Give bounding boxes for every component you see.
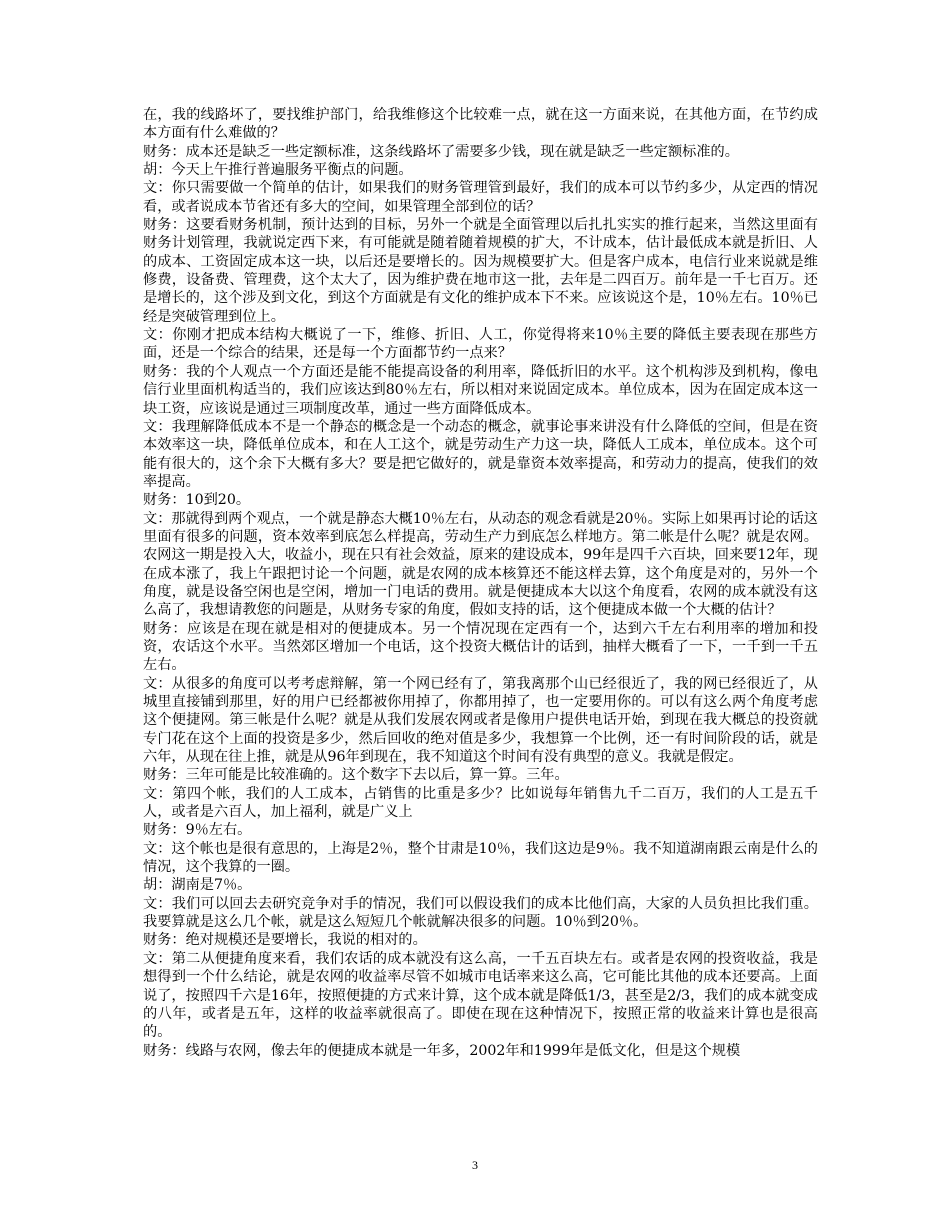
paragraph: 文：第二从便捷角度来看，我们农话的成本就没有这么高，一千五百块左右。或者是农网的投资收益，我是想得到一个什么结论，就是农网的收益率尽管不如城市电话率来这么高，它可能比其他的成本还要高。上面说了，按照四千六是16年，按照便捷的方式来计算，这个成本就是降低1/3，甚至是2/3，我们的成本就变成的八年，或者是五年，这样的收益率就很高了。即使在现在这种情况下，按照正常的收益来计算也是很高的。 bbox=[143, 950, 818, 1041]
paragraph: 财务：线路与农网，像去年的便捷成本就是一年多，2002年和1999年是低文化，但是这个规模 bbox=[143, 1042, 741, 1059]
paragraph: 胡：今天上午推行普遍服务平衡点的问题。 bbox=[143, 162, 413, 179]
paragraph: 财务：应该是在现在就是相对的便捷成本。另一个情况现在定西有一个，达到六千左右利用率的增加和投资，农话这个水平。当然郊区增加一个电话，这个投资大概估计的话到，抽样大概看了一下，一千到一千五左右。 bbox=[143, 620, 818, 674]
paragraph: 财务：成本还是缺乏一些定额标准，这条线路坏了需要多少钱，现在就是缺乏一些定额标准的。 bbox=[143, 143, 739, 160]
paragraph: 财务：三年可能是比较准确的。这个数字下去以后，算一算。三年。 bbox=[143, 767, 569, 784]
paragraph: 文：这个帐也是很有意思的，上海是2％，整个甘肃是10％，我们这边是9％。我不知道湖南跟云南是什么的情况，这个我算的一圈。 bbox=[143, 840, 818, 876]
paragraph: 胡：湖南是7％。 bbox=[143, 877, 252, 894]
body-text bbox=[143, 106, 818, 1060]
paragraph: 在，我的线路坏了，要找维护部门，给我维修这个比较难一点，就在这一方面来说，在其他方面，在节约成本方面有什么难做的？ bbox=[143, 107, 818, 142]
paragraph: 财务：9％左右。 bbox=[143, 822, 252, 839]
paragraph: 文：你只需要做一个简单的估计，如果我们的财务管理管到最好，我们的成本可以节约多少，从定西的情况看，或者说成本节省还有多大的空间，如果管理全部到位的话？ bbox=[143, 180, 818, 215]
page-number: 3 bbox=[472, 1158, 478, 1172]
paragraph: 财务：我的个人观点一个方面还是能不能提高设备的利用率，降低折旧的水平。这个机构涉及到机构，像电信行业里面机构适当的，我们应该达到80％左右，所以相对来说固定成本。单位成本，因为在固定成本这一块工资，应该说是通过三项制度改革，通过一些方面降低成本。 bbox=[143, 363, 818, 417]
paragraph: 文：从很多的角度可以考考虑辩解，第一个网已经有了，第我离那个山已经很近了，我的网已经很近了，从城里直接铺到那里，好的用户已经都被你用掉了，你都用掉了，也一定要用你的。可以有这么两个角度考虑这个便捷网。第三帐是什么呢？就是从我们发展农网或者是像用户提供电话开始，到现在我大概总的投资就专门花在这个上面的投资是多少，然后回收的绝对值是多少，我想算一个比例，还一有时间阶段的话，就是六年，从现在往上推，就是从96年到现在，我不知道这个时间有没有典型的意义。我就是假定。 bbox=[143, 675, 818, 766]
paragraph: 文：那就得到两个观点，一个就是静态大概10％左右，从动态的观念看就是20％。实际上如果再讨论的话这里面有很多的问题，资本效率到底怎么样提高，劳动生产力到底怎么样地方。第二帐是什么呢？就是农网。农网这一期是投入大，收益小，现在只有社会效益，原来的建设成本，99年是四千六百块，回来要12年，现在成本涨了，我上午跟把讨论一个问题，就是农网的成本核算还不能这样去算，这个角度是对的，另外一个角度，就是设备空闲也是空闲，增加一门电话的费用。就是便捷成本大以这个角度看，农网的成本就没有这么高了，我想请教您的问题是，从财务专家的角度，假如支持的话，这个便捷成本做一个大概的估计？ bbox=[143, 510, 818, 619]
paragraph: 文：第四个帐，我们的人工成本，占销售的比重是多少？比如说每年销售九千二百万，我们的人工是五千人，或者是六百人，加上福利，就是广义上 bbox=[143, 785, 818, 821]
paragraph: 财务：绝对规模还是要增长，我说的相对的。 bbox=[143, 932, 427, 949]
paragraph: 文：你刚才把成本结构大概说了一下，维修、折旧、人工，你觉得将来10％主要的降低主要表现在那些方面，还是一个综合的结果，还是每一个方面都节约一点来？ bbox=[143, 327, 818, 362]
paragraph: 财务：10到20。 bbox=[143, 492, 251, 509]
paragraph: 财务：这要看财务机制，预计达到的目标，另外一个就是全面管理以后扎扎实实的推行起来，当然这里面有财务计划管理，我就说定西下来，有可能就是随着随着规模的扩大，不计成本，估计最低成本就是折旧、人的成本、工资固定成本这一块，以后还是要增长的。因为规模要扩大。但是客户成本，电信行业来说就是维修费，设备费、管理费，这个太大了，因为维护费在地市这一批，去年是二四百万。前年是一千七百万。还是增长的，这个涉及到文化，到这个方面就是有文化的维护成本下不来。应该说这个是，10％左右。10％已经是突破管理到位上。 bbox=[143, 217, 818, 325]
paragraph: 文：我们可以回去去研究竞争对手的情况，我们可以假设我们的成本比他们高，大家的人员负担比我们重。我要算就是这么几个帐，就是这么短短几个帐就解决很多的问题。10％到20％。 bbox=[143, 895, 818, 931]
paragraph: 文：我理解降低成本不是一个静态的概念是一个动态的概念，就事论事来讲没有什么降低的空间，但是在资本效率这一块，降低单位成本，和在人工这个，就是劳动生产力这一块，降低人工成本，单位成本。这个可能有很大的，这个余下大概有多大？要是把它做好的，就是靠资本效率提高，和劳动力的提高，使我们的效率提高。 bbox=[143, 418, 818, 490]
